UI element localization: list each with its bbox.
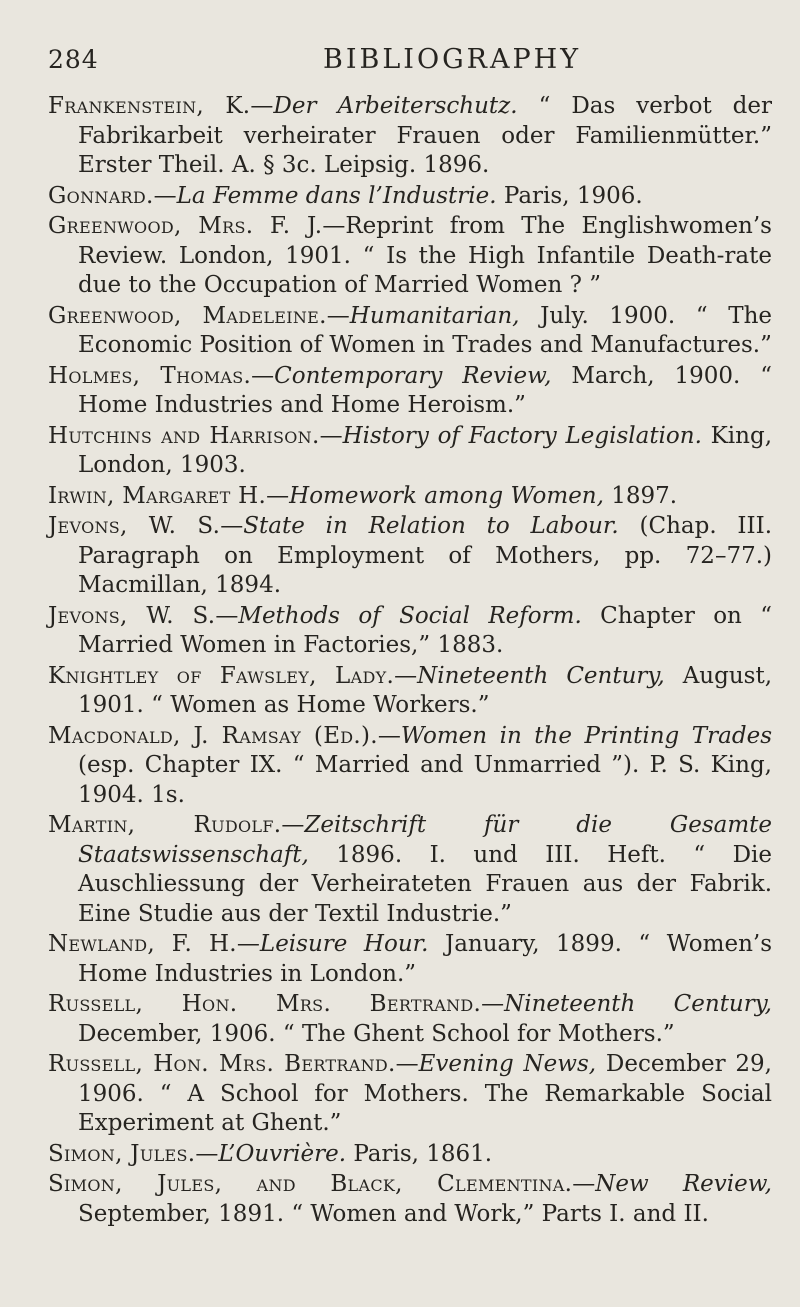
entry-details: July. 1900. “ The Economic Position of Women in Trades and Manufactures.” bbox=[78, 302, 773, 358]
entry-work-title: New Review, bbox=[595, 1171, 772, 1197]
entry-details: Paris, 1861. bbox=[353, 1140, 493, 1167]
entry-work-title: Leisure Hour. bbox=[259, 931, 429, 957]
bibliography-entry: Simon, Jules.—L’Ouvrière. Paris, 1861. bbox=[48, 1140, 493, 1167]
entry-details: King, London, 1903. bbox=[78, 422, 773, 478]
entry-work-title: Women in the Printing Trades bbox=[400, 722, 772, 749]
entry-work-title: La Femme dans l’Industrie. bbox=[176, 182, 497, 209]
entry-details: 1896. I. und III. Heft. “ Die Auschliessung der Verheirateten Frauen aus der Fabrik. Eine Studie aus der Textil Industrie.” bbox=[78, 841, 772, 927]
entry-details: December 29, 1906. “ A School for Mothers. The Remarkable Social Experiment at Ghent.” bbox=[78, 1051, 772, 1136]
bibliography-entry: Greenwood, Madeleine.—Humanitarian, July. 1900. “ The Economic Position of Women in Trades and Manufactures.” bbox=[48, 302, 773, 358]
entry-author: Russell, Hon. Mrs. Bertrand. bbox=[48, 991, 482, 1017]
bibliography-entry: Gonnard.—La Femme dans l’Industrie. Paris, 1906. bbox=[48, 182, 643, 209]
page-header bbox=[48, 44, 772, 90]
entry-work-title: Homework among Women, bbox=[289, 482, 604, 509]
bibliography-entry: Newland, F. H.—Leisure Hour. January, 1899. “ Women’s Home Industries in London.” bbox=[48, 931, 773, 987]
entry-author: Macdonald, J. Ramsay (Ed.). bbox=[48, 722, 378, 749]
entry-details: “ Das verbot der Fabrikarbeit verheirater Frauen oder Familienmütter.” Erster Theil. A. § 3c. Leipsig. 1896. bbox=[78, 93, 773, 178]
bibliography-entry: Irwin, Margaret H.—Homework among Women, 1897. bbox=[48, 482, 678, 509]
entry-author: Jevons, W. S. bbox=[48, 602, 216, 629]
entry-details: January, 1899. “ Women’s Home Industries in London.” bbox=[78, 931, 773, 987]
entry-author: Newland, F. H. bbox=[48, 931, 237, 957]
entry-author: Hutchins and Harrison. bbox=[48, 422, 320, 449]
entry-details: March, 1900. “ Home Industries and Home Heroism.” bbox=[78, 362, 772, 418]
entry-details: December, 1906. “ The Ghent School for Mothers.” bbox=[78, 1020, 675, 1047]
entry-details: Paris, 1906. bbox=[503, 182, 643, 209]
entry-author: Simon, Jules, and Black, Clementina. bbox=[48, 1171, 573, 1197]
entry-work-title: Nineteenth Century, bbox=[504, 991, 772, 1017]
entry-details: Reprint from The Englishwomen’s Review. London, 1901. “ Is the High Infantile Death-rate due to the Occupation of Married Women ? ” bbox=[78, 213, 772, 298]
entry-details: August, 1901. “ Women as Home Workers.” bbox=[78, 662, 773, 718]
bibliography-entry: Frankenstein, K.—Der Arbeiterschutz. “ Das verbot der Fabrikarbeit verheirater Frauen oder Familienmütter.” Erster Theil. A. § 3c. Leipsig. 1896. bbox=[48, 93, 773, 178]
bibliography-list bbox=[48, 92, 772, 1229]
bibliography-entry: Macdonald, J. Ramsay (Ed.).—Women in the Printing Trades (esp. Chapter IX. “ Married and Unmarried ”). P. S. King, 1904. 1s. bbox=[48, 722, 772, 808]
bibliography-entry: Hutchins and Harrison.—History of Factory Legislation. King, London, 1903. bbox=[48, 422, 773, 478]
entry-work-title: History of Factory Legislation. bbox=[342, 422, 702, 449]
entry-author: Irwin, Margaret H. bbox=[48, 482, 267, 509]
entry-work-title: L’Ouvrière. bbox=[218, 1140, 347, 1167]
entry-author: Knightley of Fawsley, Lady. bbox=[48, 662, 395, 689]
entry-work-title: State in Relation to Labour. bbox=[243, 513, 619, 539]
entry-author: Greenwood, Madeleine. bbox=[48, 302, 327, 329]
running-title: BIBLIOGRAPHY bbox=[323, 44, 582, 75]
page-number: 284 bbox=[48, 45, 99, 74]
entry-author: Jevons, W. S. bbox=[48, 513, 221, 539]
entry-details: 1897. bbox=[611, 482, 678, 509]
bibliography-entry: Jevons, W. S.—Methods of Social Reform. Chapter on “ Married Women in Factories,” 1883. bbox=[48, 602, 772, 658]
bibliography-entry: Holmes, Thomas.—Contemporary Review, March, 1900. “ Home Industries and Home Heroism.” bbox=[48, 362, 772, 418]
entry-author: Simon, Jules. bbox=[48, 1140, 196, 1167]
entry-author: Holmes, Thomas. bbox=[48, 362, 252, 389]
entry-details: Chapter on “ Married Women in Factories,” 1883. bbox=[78, 602, 772, 658]
entry-work-title: Humanitarian, bbox=[349, 302, 520, 329]
bibliography-entry: Russell, Hon. Mrs. Bertrand.—Nineteenth Century, December, 1906. “ The Ghent School for Mothers.” bbox=[48, 991, 772, 1047]
entry-author: Martin, Rudolf. bbox=[48, 812, 282, 838]
entry-author: Gonnard. bbox=[48, 182, 154, 209]
entry-work-title: Methods of Social Reform. bbox=[238, 602, 582, 629]
bibliography-entry: Greenwood, Mrs. F. J.—Reprint from The Englishwomen’s Review. London, 1901. “ Is the High Infantile Death-rate due to the Occupation of Married Women ? ” bbox=[48, 213, 772, 298]
entry-work-title: Der Arbeiterschutz. bbox=[273, 93, 518, 119]
entry-author: Russell, Hon. Mrs. Bertrand. bbox=[48, 1051, 396, 1077]
bibliography-entry: Simon, Jules, and Black, Clementina.—New Review, September, 1891. “ Women and Work,” Parts I. and II. bbox=[48, 1171, 772, 1227]
entry-work-title: Contemporary Review, bbox=[274, 362, 552, 389]
bibliography-entry: Martin, Rudolf.—Zeitschrift für die Gesamte Staatswissenschaft, 1896. I. und III. Heft. “ Die Auschliessung der Verheirateten Frauen aus der Fabrik. Eine Studie aus der Textil Industrie.” bbox=[48, 812, 772, 927]
entry-author: Greenwood, Mrs. F. J. bbox=[48, 213, 323, 239]
entry-author: Frankenstein, K. bbox=[48, 93, 251, 119]
bibliography-entry: Knightley of Fawsley, Lady.—Nineteenth Century, August, 1901. “ Women as Home Workers.” bbox=[48, 662, 773, 718]
entry-details: (esp. Chapter IX. “ Married and Unmarried ”). P. S. King, 1904. 1s. bbox=[78, 752, 772, 808]
entry-details: (Chap. III. Paragraph on Employment of Mothers, pp. 72–77.) Macmillan, 1894. bbox=[78, 513, 772, 598]
entry-work-title: Nineteenth Century, bbox=[417, 662, 665, 689]
entry-work-title: Zeitschrift für die Gesamte Staatswissenschaft, bbox=[78, 812, 772, 868]
bibliography-entry: Russell, Hon. Mrs. Bertrand.—Evening News, December 29, 1906. “ A School for Mothers. The Remarkable Social Experiment at Ghent.” bbox=[48, 1051, 772, 1136]
entry-details: September, 1891. “ Women and Work,” Parts I. and II. bbox=[78, 1200, 709, 1227]
entry-work-title: Evening News, bbox=[418, 1051, 597, 1077]
bibliography-entry: Jevons, W. S.—State in Relation to Labour. (Chap. III. Paragraph on Employment of Mothers, pp. 72–77.) Macmillan, 1894. bbox=[48, 513, 772, 598]
